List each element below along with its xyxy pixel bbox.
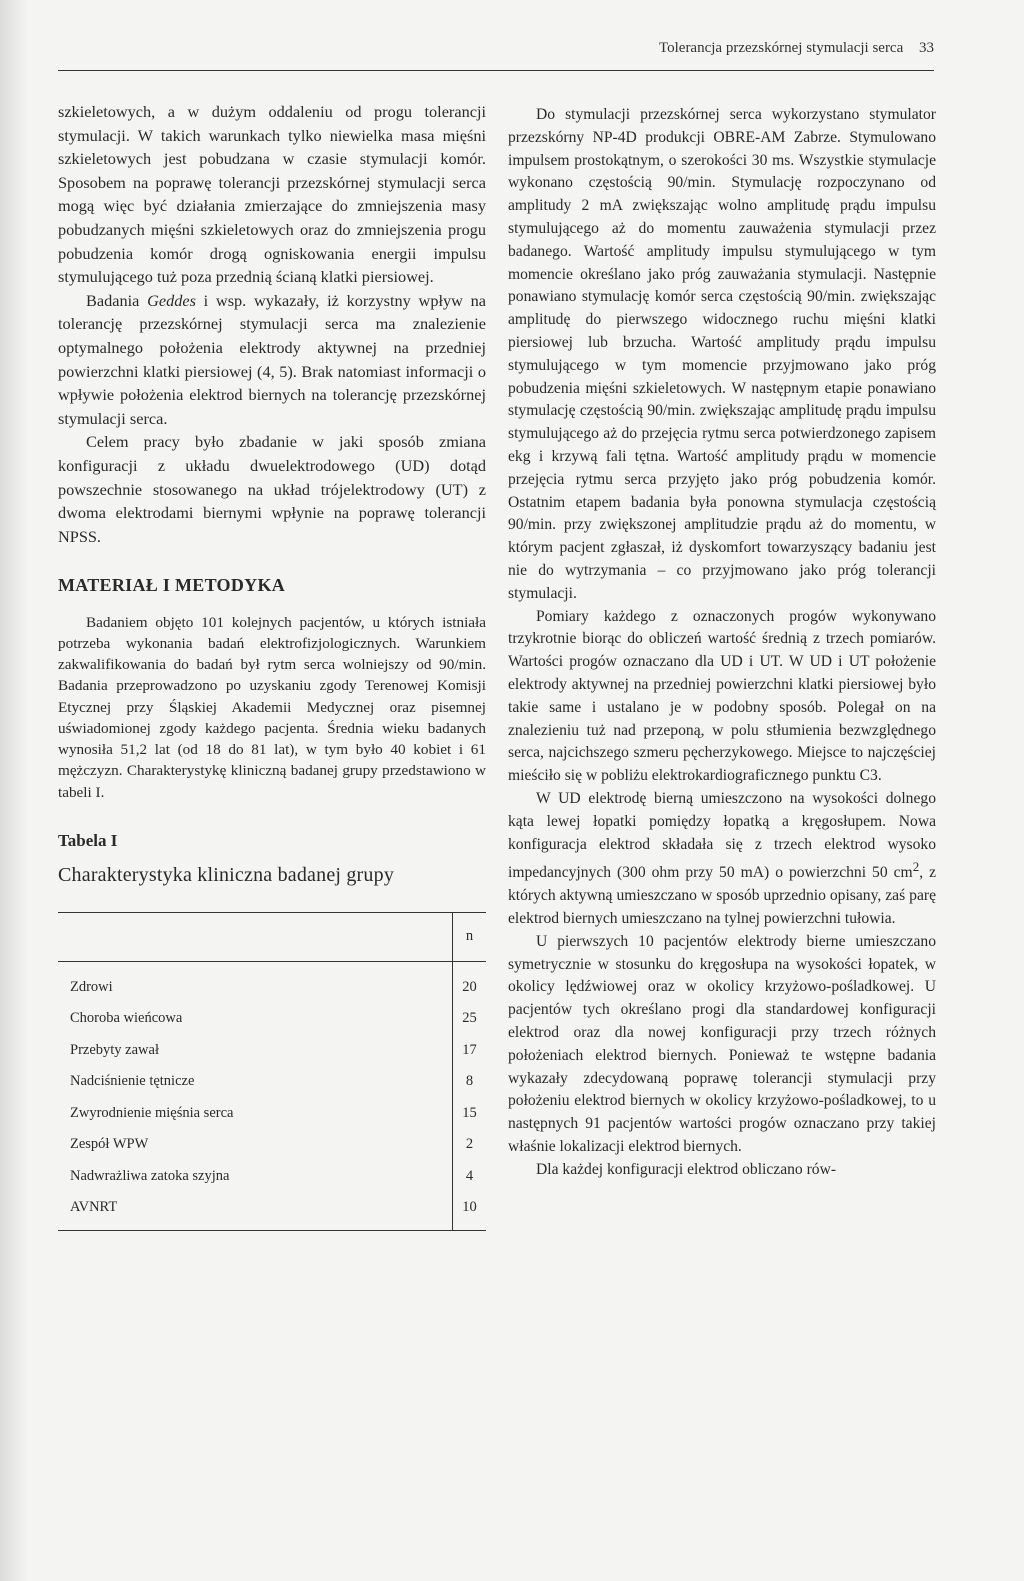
row-count: 15 (462, 1104, 477, 1121)
row-count: 2 (465, 1136, 474, 1153)
page-number: 33 (919, 40, 934, 56)
table-row (58, 1192, 486, 1230)
aim-paragraph: Celem pracy było zbadanie w jaki sposób zmiana konfiguracji z układu dwuelektrodowego (UD) dotąd powszechnie stosowanego na układ trójelektrodowy (UT) z dwoma elektrodami biernymi wpłynie na poprawę tolerancji NPSS. (58, 432, 486, 546)
section-title-methods: MATERIAŁ I METODYKA (58, 575, 286, 596)
row-count: 20 (462, 978, 477, 995)
table-row (58, 1161, 486, 1193)
row-label: Zwyrodnienie mięśnia serca (58, 1098, 452, 1130)
row-count: 4 (465, 1167, 474, 1184)
methods-paragraph: Badaniem objęto 101 kolejnych pacjentów, u których istniała potrzeba wykonania badań elektrofizjologicznych. Warunkiem zakwalifikowania do badań był rytm serca wolniejszy od 90/min. Badania przeprowadzono po uzyskaniu zgody Terenowej Komisji Etycznej przy Śląskiej Akademii Medycznej oraz pisemnej uświadomionej zgody każdego pacjenta. Średnia wieku badanych wynosiła 51,2 lat (od 18 do 81 lat), w tym było 40 kobiet i 61 mężczyzn. Charakterystykę kliniczną badanej grupy przedstawiono w tabeli I. (58, 613, 486, 801)
patients-paragraph: U pierwszych 10 pacjentów elektrody bierne umieszczano symetrycznie w stosunku do kręgosłupa na wysokości łopatek, w okolicy lędźwiowej oraz w okolicy krzyżowo-pośladkowej. U pacjentów tych określano progi dla standardowej konfiguracji elektrod oraz dla nowej konfiguracji przy trzech różnych położeniach elektrod biernych. Ponieważ te wstępne badania wykazały zdecydowaną poprawę tolerancji stymulacji przy położeniu elektrod biernych w okolicy krzyżowo-pośladkowej, to u następnych 91 pacjentów wartości progów oznaczano przy takiej właśnie lokalizacji elektrod biernych. (508, 932, 936, 1156)
continuation-paragraph: Dla każdej konfiguracji elektrod obliczano rów- (536, 1160, 837, 1178)
scan-edge (0, 0, 28, 1581)
row-count: 17 (462, 1041, 477, 1058)
table-header-row (58, 912, 486, 961)
table-row (58, 961, 486, 1003)
row-count: 8 (465, 1073, 474, 1090)
table-label: Tabela I (58, 830, 118, 850)
row-label: Nadwrażliwa zatoka szyjna (58, 1161, 452, 1193)
row-label: Przebyty zawał (58, 1035, 452, 1067)
electrode-config-paragraph: W UD elektrodę bierną umieszczono na wysokości dolnego kąta lewej łopatki pomiędzy łopatką a kręgosłupem. Nowa konfiguracja elektrod składała się z trzech elektrod wysoko impedancyjnych (300 ohm przy 50 mA) o powierzchni 50 $cm^2$, z których aktywną umieszczano w sposób uprzednio opisany, zaś parę elektrod biernych umieszczano na tylnej powierzchni tułowia. (508, 789, 936, 928)
running-title: Tolerancja przezskórnej stymulacji serca (659, 40, 904, 56)
table-row (58, 1129, 486, 1161)
author-name: Geddes (147, 290, 196, 310)
row-label: Choroba wieńcowa (58, 1003, 452, 1035)
table-header-n: n (452, 912, 486, 961)
table-caption: Charakterystyka kliniczna badanej grupy (58, 864, 395, 887)
left-column (58, 100, 486, 1231)
row-label: Zespół WPW (58, 1129, 452, 1161)
running-header (58, 40, 934, 57)
row-label: AVNRT (58, 1192, 452, 1230)
geddes-paragraph: Badania Geddes i wsp. wykazały, iż korzystny wpływ na tolerancję przezskórnej stymulacji serca ma znalezienie optymalnego położenia elektrody aktywnej na przedniej powierzchni klatki piersiowej (4, 5). Brak natomiast informacji o wpływie położenia elektrod biernych na tolerancję przezskórnej stymulacji serca. (58, 290, 486, 428)
table-row (58, 1098, 486, 1130)
row-count: 25 (462, 1010, 477, 1027)
table-row (58, 1066, 486, 1098)
row-count: 10 (462, 1199, 477, 1216)
table-row (58, 1003, 486, 1035)
table-row (58, 1035, 486, 1067)
measurement-paragraph: Pomiary każdego z oznaczonych progów wykonywano trzykrotnie biorąc do obliczeń wartość średnią z trzech pomiarów. Wartości progów oznaczano dla UD i UT. W UD i UT położenie elektrody aktywnej na przedniej powierzchni klatki piersiowej było takie same i ustalano je w podobny sposób. Polegał on na znalezieniu tuż nad przeponą, w polu stłumienia bezwzględnego serca, najcichszego szmeru pęcherzykowego. Miejsce to najczęściej mieściło się w pobliżu elektrokardiograficznego punktu C3. (508, 607, 936, 785)
table-header-empty (58, 912, 452, 961)
header-rule (58, 70, 934, 71)
clinical-characteristics-table (58, 912, 486, 1231)
right-column (508, 104, 936, 1182)
superscript: 2 (912, 859, 920, 875)
row-label: Zdrowi (58, 961, 452, 1003)
intro-paragraph: szkieletowych, a w dużym oddaleniu od progu tolerancji stymulacji. W takich warunkach tylko niewielka masa mięśni szkieletowych jest pobudzana w czasie stymulacji komór. Sposobem na poprawę tolerancji przezskórnej stymulacji serca mogą więc być działania zmierzające do zmniejszenia masy pobudzanych mięśni szkieletowych oraz do zmniejszenia progu pobudzenia komór drogą ogniskowania energii impulsu stymulującego tuż poza przednią ścianą klatki piersiowej. (58, 102, 486, 287)
stimulation-method-paragraph: Do stymulacji przezskórnej serca wykorzystano stymulator przezskórny NP-4D produkcji OBRE-AM Zabrze. Stymulowano impulsem prostokątnym, o szerokości 30 ms. Wszystkie stymulacje wykonano częstością 90/min. Stymulację rozpoczynano od amplitudy 2 mA zwiększając wolno amplitudę prądu impulsu stymulującego aż do momentu zauważenia stymulacji przez badanego. Wartość amplitudy impulsu stymulującego w tym momencie określano jako próg zauważania stymulacji. Następnie ponawiano stymulację komór serca częstością 90/min. zwiększając amplitudę do pierwszego widocznego ruchu mięśni klatki piersiowej lub brzucha. Wartość amplitudy prądu impulsu stymulującego w tym momencie przyjmowano jako próg pobudzenia mięśni szkieletowych. W następnym etapie ponawiano stymulację częstością 90/min. zwiększając amplitudę prądu impulsu stymulującego aż do przejęcia rytmu serca potwierdzonego zapisem ekg i krzywą fali tętna. Wartość amplitudy prądu w momencie przejęcia rytmu serca przyjęto jako próg pobudzenia komór. Ostatnim etapem badania była ponowna stymulacja częstością 90/min. przy zwiększonej amplitudzie prądu aż do momentu, w którym pacjent zgłaszał, iż dyskomfort towarzyszący badaniu jest nie do wytrzymania – co przyjmowano jako próg tolerancji stymulacji. (508, 106, 936, 602)
row-label: Nadciśnienie tętnicze (58, 1066, 452, 1098)
